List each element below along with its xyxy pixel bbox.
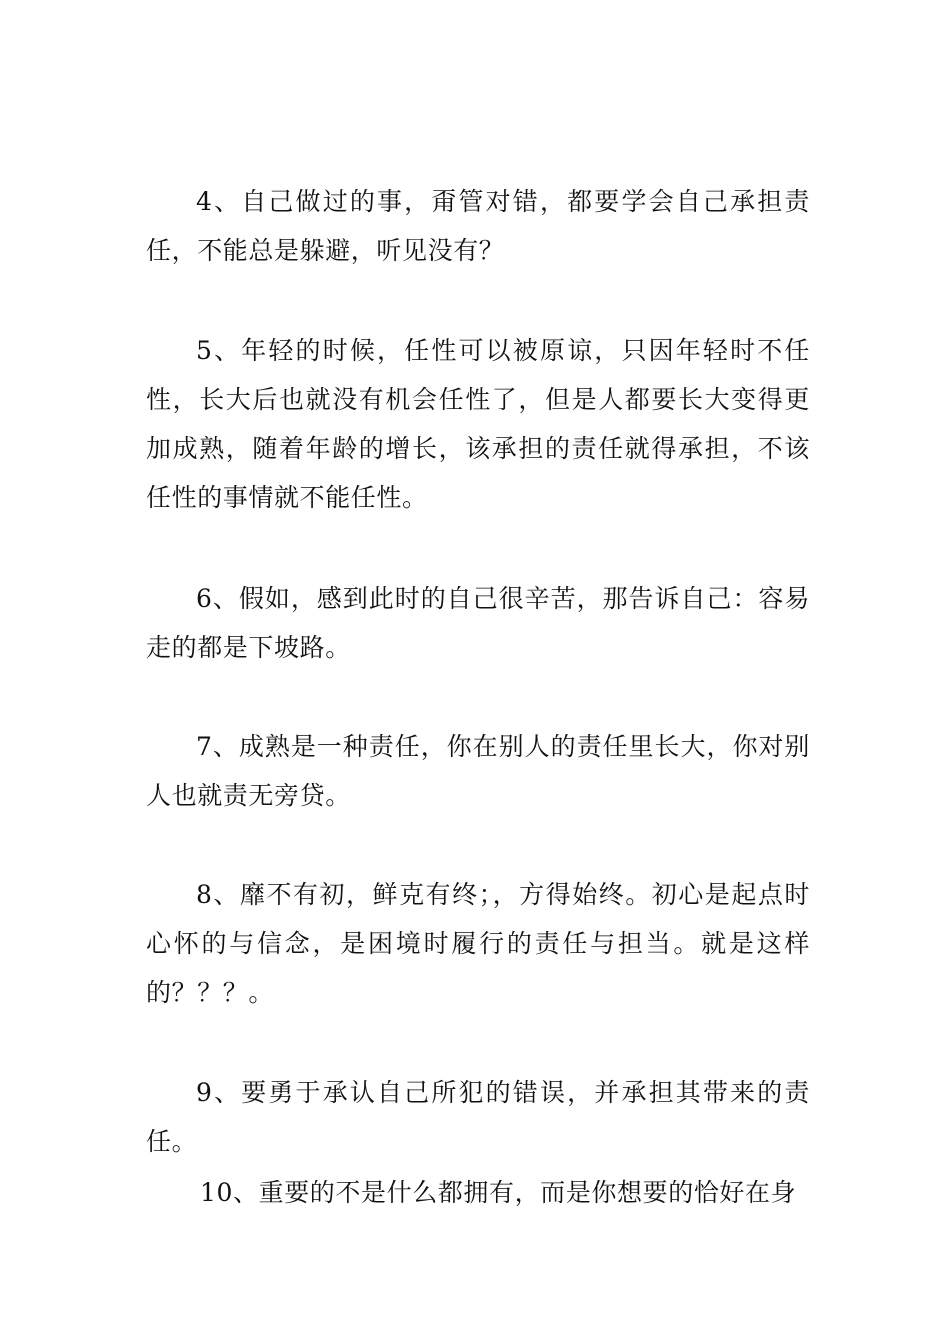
paragraph-8: 8、靡不有初，鲜克有终；，方得始终。初心是起点时心怀的与信念，是困境时履行的责任与担当。就是这样的？？？。 bbox=[146, 880, 810, 1007]
paragraph-9: 9、要勇于承认自己所犯的错误，并承担其带来的责任。 bbox=[146, 1078, 810, 1156]
paragraph-6: 6、假如，感到此时的自己很辛苦，那告诉自己：容易走的都是下坡路。 bbox=[146, 584, 810, 662]
paragraph-10: 10、重要的不是什么都拥有，而是你想要的恰好在身 bbox=[200, 1178, 797, 1207]
paragraph-7: 7、成熟是一种责任，你在别人的责任里长大，你对别人也就责无旁贷。 bbox=[146, 732, 810, 810]
paragraph-5: 5、年轻的时候，任性可以被原谅，只因年轻时不任性，长大后也就没有机会任性了，但是人都要长大变得更加成熟，随着年龄的增长，该承担的责任就得承担，不该任性的事情就不能任性。 bbox=[146, 336, 810, 512]
paragraph-4: 4、自己做过的事，甭管对错，都要学会自己承担责任，不能总是躲避，听见没有？ bbox=[146, 187, 810, 265]
